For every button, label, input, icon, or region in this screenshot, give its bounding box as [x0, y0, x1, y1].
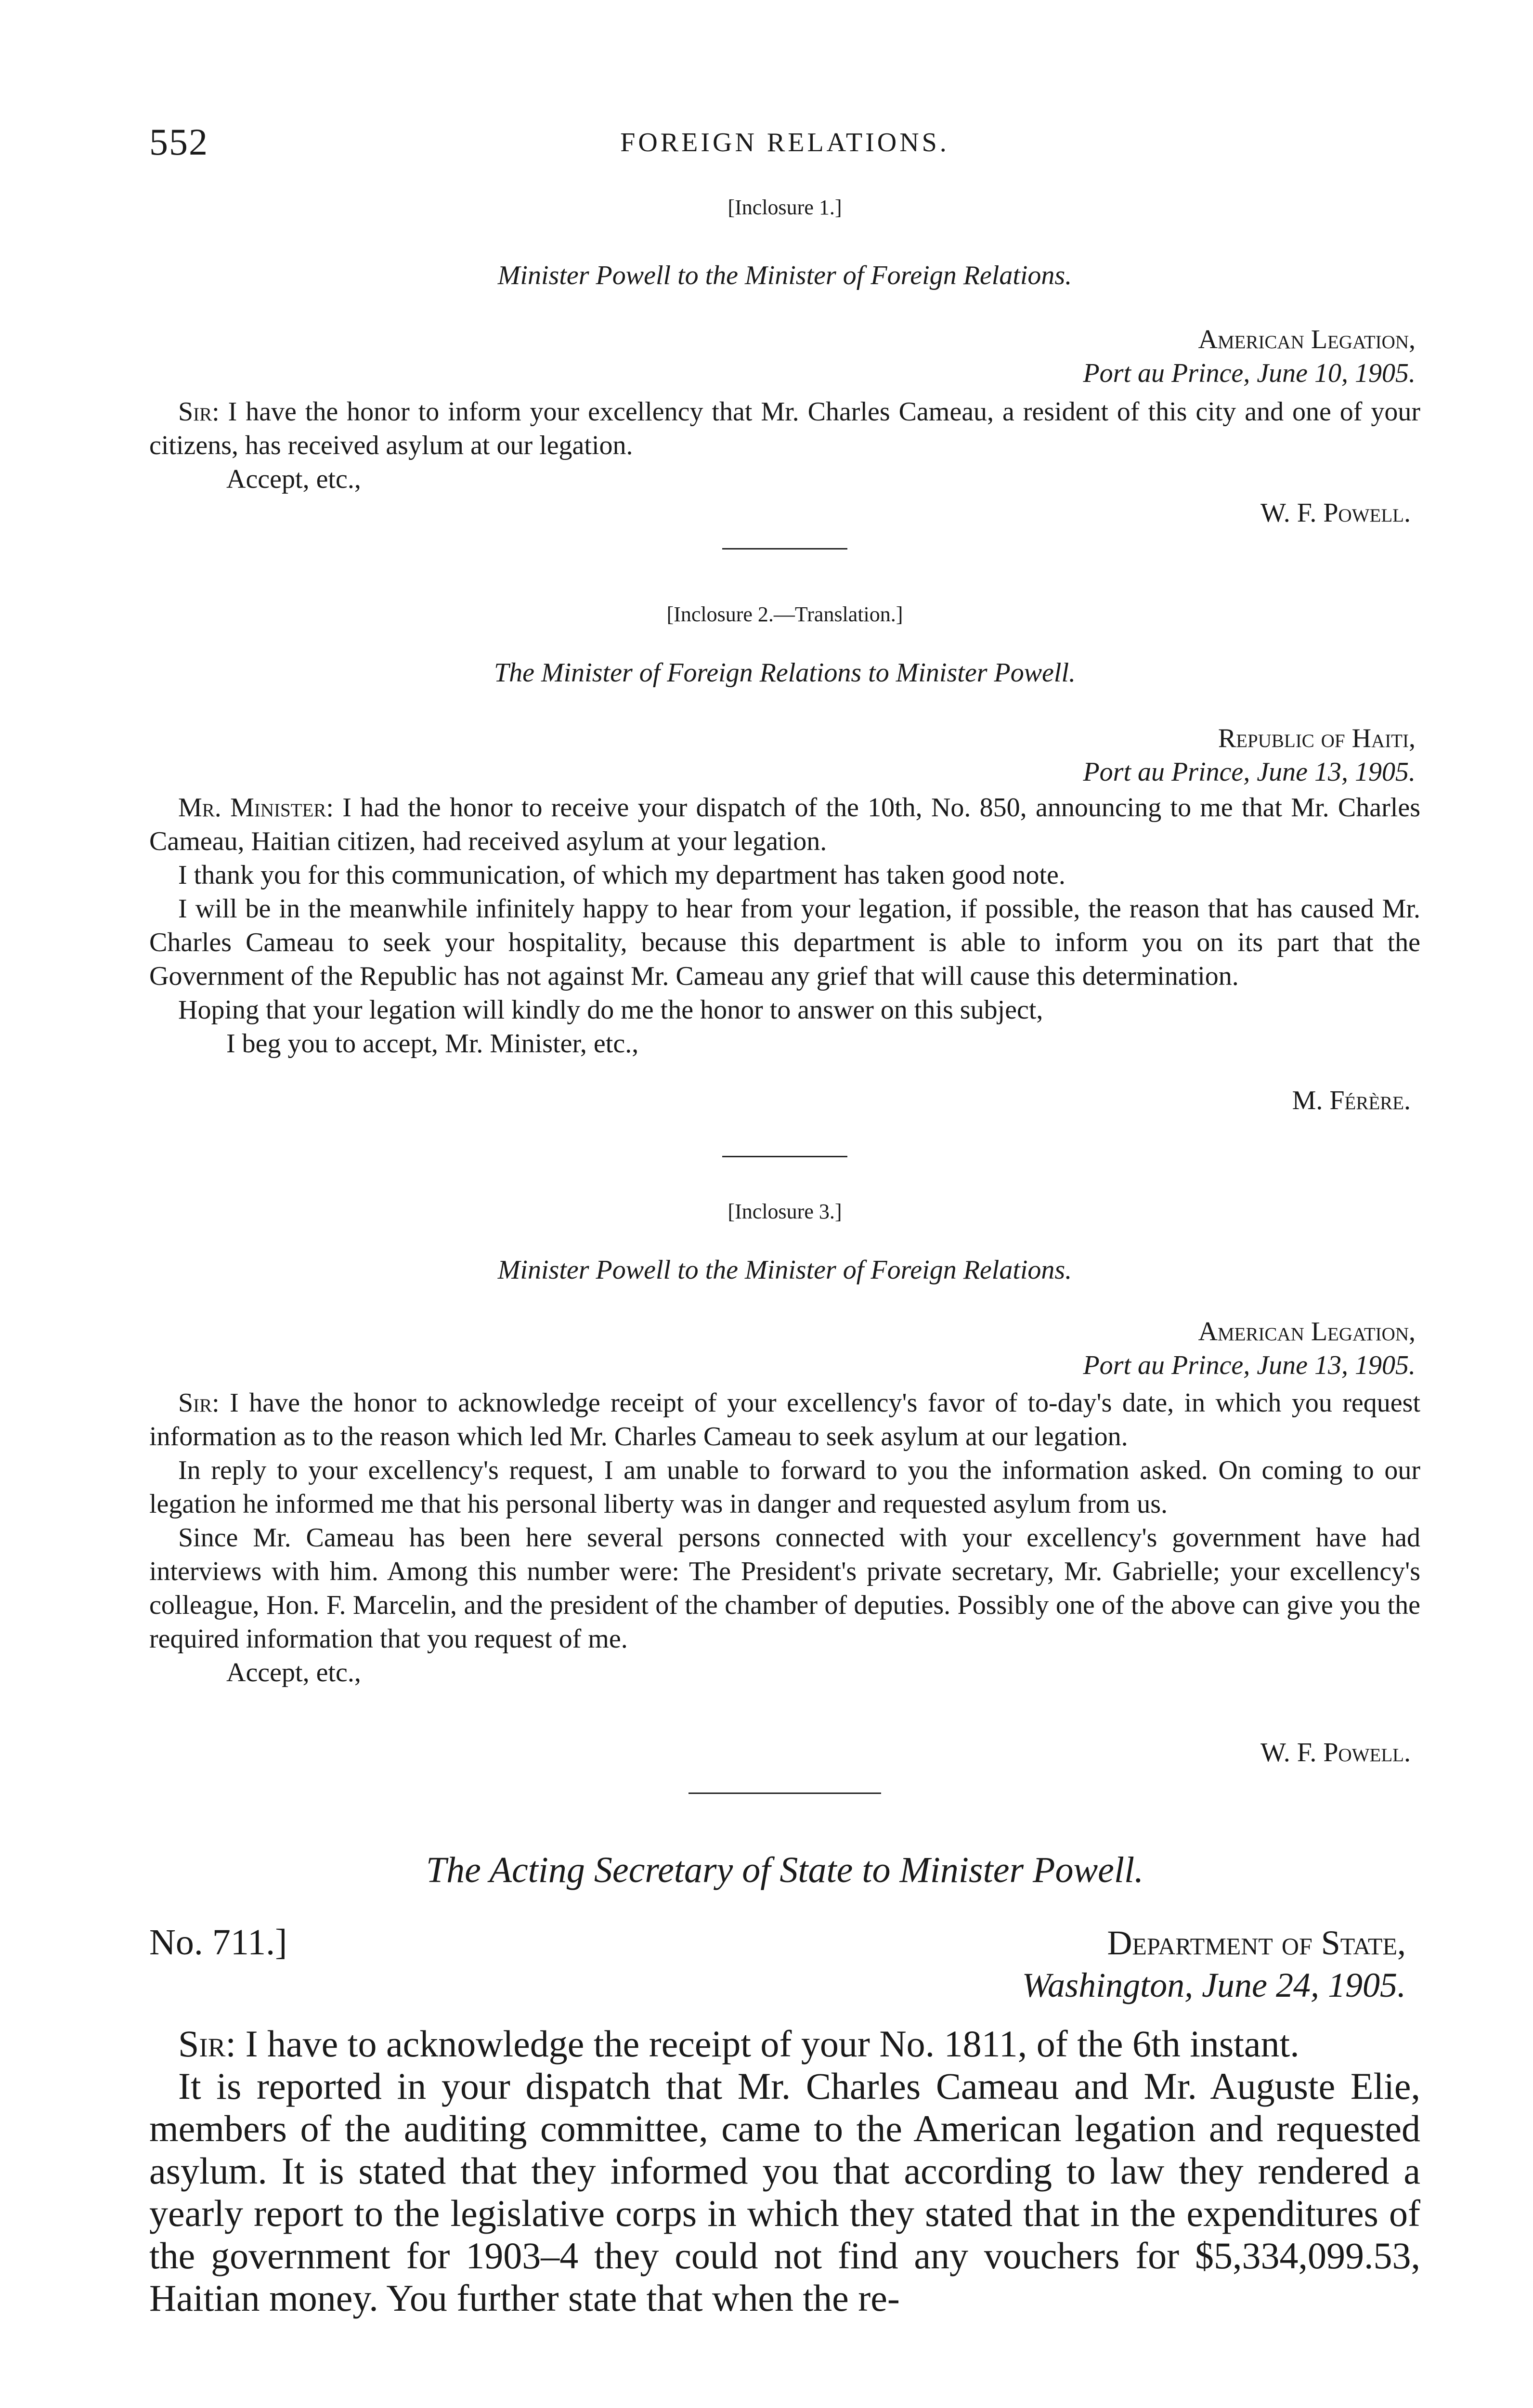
letter-number: No. 711.]: [149, 1922, 287, 1963]
page-number: 552: [149, 121, 208, 163]
inclosure3-body: [149, 1386, 1420, 1689]
inclosure1-closing: Accept, etc.,: [226, 464, 361, 494]
letter-body: [149, 2023, 1420, 2319]
inclosure2-p1: I had the honor to receive your dispatch of the 10th, No. 850, announcing to me that Mr. Charles Cameau, Haitian citizen, had received asylum at your legation.: [149, 793, 1420, 856]
inclosure3-title: Minister Powell to the Minister of Foreign Relations.: [497, 1255, 1072, 1285]
inclosure3-date: Port au Prince, June 13, 1905.: [1083, 1350, 1416, 1380]
running-head: FOREIGN RELATIONS.: [620, 128, 949, 157]
inclosure3-p1: I have the honor to acknowledge receipt of your excellency's favor of to-day's date, in which you request information as to the reason which led Mr. Charles Cameau to seek asylum at our legation.: [149, 1388, 1420, 1452]
inclosure2-body: [149, 791, 1420, 1060]
letter-place: Department of State,: [1107, 1924, 1406, 1962]
inclosure1-date: Port au Prince, June 10, 1905.: [1083, 358, 1416, 388]
inclosure1-place: American Legation,: [1198, 325, 1416, 354]
inclosure2-place: Republic of Haiti,: [1218, 723, 1416, 753]
inclosure2-signature: M. Férère.: [1292, 1086, 1411, 1115]
inclosure2-title: The Minister of Foreign Relations to Minister Powell.: [494, 658, 1076, 688]
inclosure1-label: [Inclosure 1.]: [728, 196, 842, 219]
inclosure3-p2: In reply to your excellency's request, I am unable to forward to you the information asked. On coming to our legation he informed me that his personal liberty was in danger and requested asylum from us.: [149, 1455, 1420, 1519]
letter-date: Washington, June 24, 1905.: [1022, 1966, 1406, 2004]
inclosure1-title: Minister Powell to the Minister of Foreign Relations.: [497, 261, 1072, 290]
inclosure3-closing: Accept, etc.,: [226, 1658, 361, 1688]
inclosure3-place: American Legation,: [1198, 1317, 1416, 1347]
letter-salutation: Sir:: [178, 2023, 236, 2065]
letter-p2: It is reported in your dispatch that Mr. Charles Cameau and Mr. Auguste Elie, members of the auditing committee, came to the American legation and requested asylum. It is stated that they informed you that according to law they rendered a yearly report to the legislative corps in which they stated that in the expenditures of the government for 1903–4 they could not find any vouchers for $5,334,099.53, Haitian money. You further state that when the re-: [149, 2065, 1420, 2319]
divider-rule: [722, 1156, 847, 1157]
letter-p1: I have to acknowledge the receipt of your No. 1811, of the 6th instant.: [245, 2023, 1299, 2065]
inclosure1-body: [149, 395, 1420, 496]
inclosure1-salutation: Sir:: [178, 397, 220, 427]
inclosure3-signature: W. F. Powell.: [1260, 1738, 1411, 1767]
inclosure2-p4: Hoping that your legation will kindly do me the honor to answer on this subject,: [178, 995, 1043, 1025]
letter-heading: [149, 1922, 1420, 2018]
letter-place-date: [1022, 1922, 1406, 2006]
divider-rule: [722, 548, 847, 550]
inclosure1-text: I have the honor to inform your excellency that Mr. Charles Cameau, a resident of this city and one of your citizens, has received asylum at our legation.: [149, 397, 1420, 460]
inclosure3-label: [Inclosure 3.]: [728, 1200, 842, 1223]
inclosure2-closing: I beg you to accept, Mr. Minister, etc.,: [226, 1029, 639, 1059]
inclosure3-p3: Since Mr. Cameau has been here several persons connected with your excellency's government have had interviews with him. Among this number were: The President's private secretary, Mr. Gabrielle; your excellency's colleague, Hon. F. Marcelin, and the president of the chamber of deputies. Possibly one of the above can give you the required information that you request of me.: [149, 1523, 1420, 1654]
inclosure2-heading: [149, 721, 1420, 789]
inclosure1-signature: W. F. Powell.: [1260, 498, 1411, 528]
divider-rule: [689, 1793, 881, 1794]
inclosure2-p2: I thank you for this communication, of which my department has taken good note.: [178, 860, 1065, 890]
inclosure2-salutation: Mr. Minister:: [178, 793, 334, 823]
inclosure2-p3: I will be in the meanwhile infinitely happy to hear from your legation, if possible, the reason that has caused Mr. Charles Cameau to seek your hospitality, because this department is able to inform you on its part that the Government of the Republic has not against Mr. Cameau any grief that will cause this determination.: [149, 894, 1420, 991]
inclosure2-date: Port au Prince, June 13, 1905.: [1083, 757, 1416, 787]
inclosure3-heading: [149, 1315, 1420, 1382]
inclosure2-label: [Inclosure 2.—Translation.]: [666, 602, 903, 626]
page-header: [149, 120, 1420, 173]
inclosure3-salutation: Sir:: [178, 1388, 220, 1418]
inclosure1-heading: [149, 323, 1420, 390]
letter-title: The Acting Secretary of State to Minister Powell.: [426, 1850, 1144, 1890]
